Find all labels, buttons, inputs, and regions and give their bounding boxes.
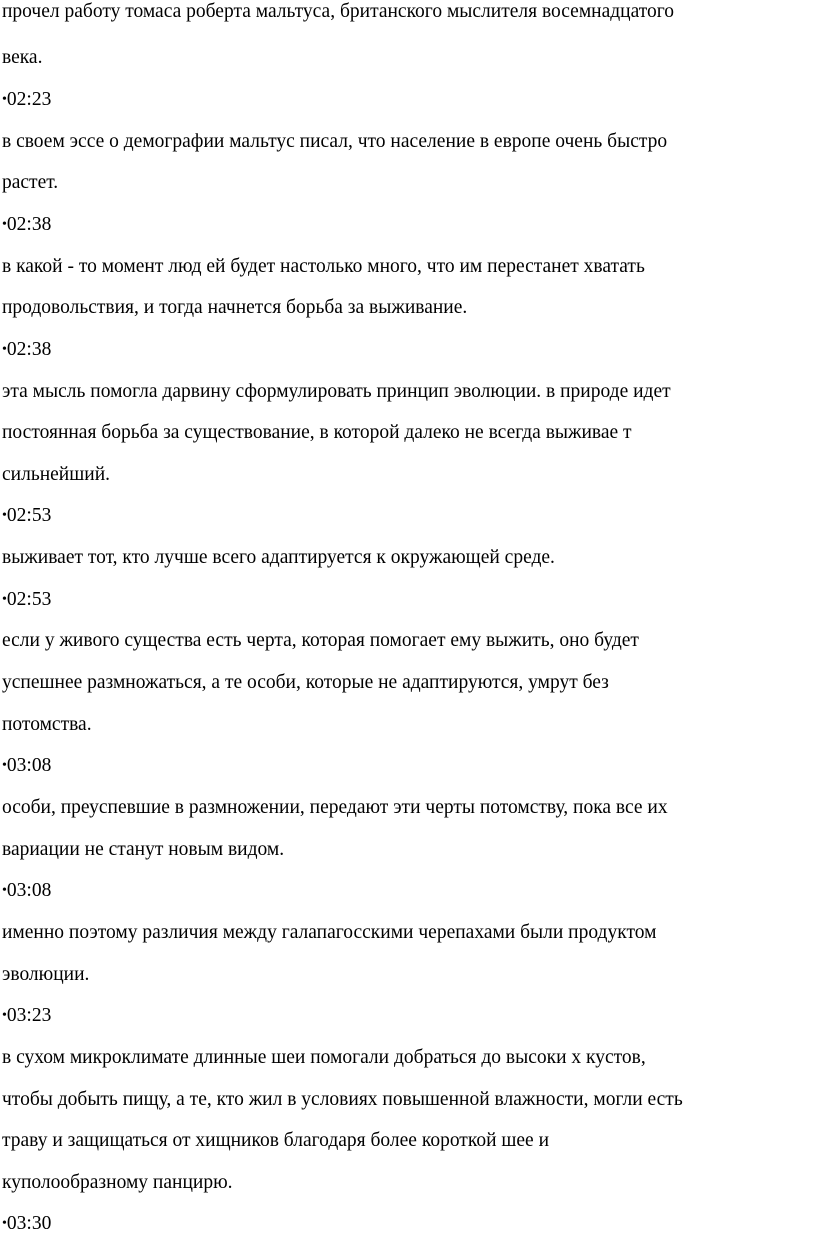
bullet-icon: • bbox=[2, 883, 7, 898]
text-line: вариации не станут новым видом. bbox=[2, 839, 285, 860]
timestamp bbox=[2, 1004, 51, 1028]
text-line: траву и защищаться от хищников благодаря более короткой шее и bbox=[2, 1130, 550, 1151]
timestamp bbox=[2, 504, 51, 528]
timestamp bbox=[2, 213, 51, 237]
bullet-icon: • bbox=[2, 1216, 7, 1231]
bullet-icon: • bbox=[2, 758, 7, 773]
timestamp-text: 02:38 bbox=[6, 339, 52, 360]
text-line: сильнейший. bbox=[2, 464, 111, 485]
text-line: эволюции. bbox=[2, 964, 90, 985]
timestamp-text: 02:23 bbox=[6, 89, 52, 110]
text-line: века. bbox=[2, 47, 43, 68]
text-line: особи, преуспевшие в размножении, передают эти черты потомству, пока все их bbox=[2, 797, 668, 818]
bullet-icon: • bbox=[2, 508, 7, 523]
bullet-icon: • bbox=[2, 592, 7, 607]
text-line: в своем эссе о демографии мальтус писал, что население в европе очень быстро bbox=[2, 131, 668, 152]
timestamp bbox=[2, 1212, 51, 1236]
bullet-icon: • bbox=[2, 342, 7, 357]
bullet-icon: • bbox=[2, 1008, 7, 1023]
text-line: постоянная борьба за существование, в которой далеко не всегда выживае т bbox=[2, 422, 632, 443]
text-line: выживает тот, кто лучше всего адаптируется к окружающей среде. bbox=[2, 547, 555, 568]
timestamp-text: 03:23 bbox=[6, 1005, 52, 1026]
text-line: в какой - то момент люд ей будет настолько много, что им перестанет хватать bbox=[2, 256, 645, 277]
timestamp-text: 03:08 bbox=[6, 755, 52, 776]
timestamp-text: 03:30 bbox=[6, 1213, 52, 1234]
text-line: продовольствия, и тогда начнется борьба за выживание. bbox=[2, 297, 468, 318]
timestamp bbox=[2, 588, 51, 612]
text-line: в сухом микроклимате длинные шеи помогали добраться до высоки х кустов, bbox=[2, 1047, 646, 1068]
timestamp-text: 03:08 bbox=[6, 880, 52, 901]
timestamp-text: 02:38 bbox=[6, 214, 52, 235]
text-line: растет. bbox=[2, 172, 59, 193]
text-line: если у живого существа есть черта, которая помогает ему выжить, оно будет bbox=[2, 630, 639, 651]
bullet-icon: • bbox=[2, 92, 7, 107]
timestamp bbox=[2, 338, 51, 362]
text-line: прочел работу томаса роберта мальтуса, британского мыслителя восемнадцатого bbox=[2, 1, 675, 22]
text-line: чтобы добыть пищу, а те, кто жил в условиях повышенной влажности, могли есть bbox=[2, 1089, 683, 1110]
timestamp-text: 02:53 bbox=[6, 505, 52, 526]
text-line: куполообразному панцирю. bbox=[2, 1172, 233, 1193]
timestamp bbox=[2, 88, 51, 112]
timestamp bbox=[2, 754, 51, 778]
timestamp-text: 02:53 bbox=[6, 589, 52, 610]
text-line: потомства. bbox=[2, 714, 92, 735]
text-line: эта мысль помогла дарвину сформулировать принцип эволюции. в природе идет bbox=[2, 381, 671, 402]
timestamp bbox=[2, 879, 51, 903]
text-line: успешнее размножаться, а те особи, которые не адаптируются, умрут без bbox=[2, 672, 609, 693]
text-line: именно поэтому различия между галапагосскими черепахами были продуктом bbox=[2, 922, 657, 943]
bullet-icon: • bbox=[2, 217, 7, 232]
